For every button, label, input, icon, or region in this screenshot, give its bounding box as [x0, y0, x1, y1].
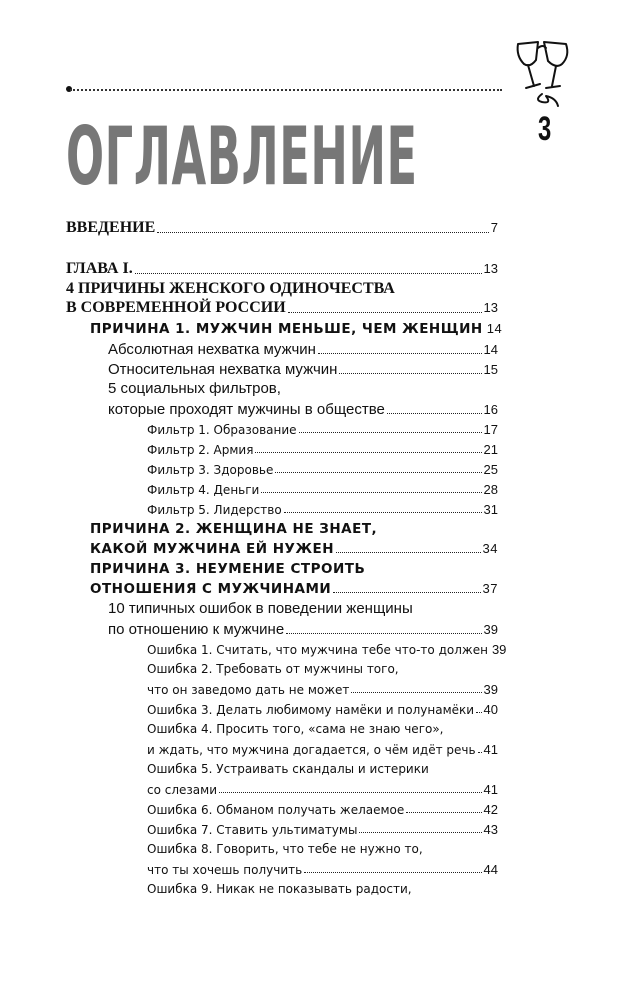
toc-entry-reason-2[interactable]: [90, 541, 498, 557]
toc-entry-reason-2-line-1: ПРИЧИНА 2. ЖЕНЩИНА НЕ ЗНАЕТ,: [90, 521, 378, 537]
toc-entry-filter-5[interactable]: [147, 502, 498, 517]
toc-entry-title: что он заведомо дать не может: [147, 683, 350, 697]
toc-entry-introduction[interactable]: [66, 219, 498, 237]
toc-entry-mistake-5[interactable]: [147, 782, 498, 797]
toc-entry-page: 14: [483, 342, 498, 357]
toc-entry-reason-1[interactable]: [90, 321, 503, 337]
toc-entry-page: 14: [486, 321, 503, 336]
toc-entry-title: ПРИЧИНА 1. МУЖЧИН МЕНЬШЕ, ЧЕМ ЖЕНЩИН: [90, 321, 483, 337]
toc-entry-typical-mistakes-line-1: 10 типичных ошибок в поведении женщины: [108, 600, 413, 617]
toc-entry-relative-shortage[interactable]: [108, 361, 498, 378]
toc-entry-page: 40: [483, 702, 498, 717]
toc-entry-title: со слезами: [147, 783, 217, 797]
toc-entry-title: В СОВРЕМЕННОЙ РОССИИ: [66, 299, 286, 316]
page-title: ОГЛАВЛЕНИЕ: [66, 110, 418, 203]
toc-entry-title: ОТНОШЕНИЯ С МУЖЧИНАМИ: [90, 581, 332, 597]
toc-entry-title: Абсолютная нехватка мужчин: [108, 341, 316, 358]
page-number: 3: [538, 110, 552, 148]
toc-entry-page: 7: [490, 220, 498, 235]
toc-entry-mistake-9-line-1: Ошибка 9. Никак не показывать радости,: [147, 882, 412, 896]
toc-entry-title: Фильтр 3. Здоровье: [147, 463, 274, 477]
toc-entry-mistake-3[interactable]: [147, 702, 498, 717]
toc-entry-mistake-8[interactable]: [147, 862, 498, 877]
toc-entry-page: 16: [483, 402, 498, 417]
toc-entry-chapter-1-title-line-1: 4 ПРИЧИНЫ ЖЕНСКОГО ОДИНОЧЕСТВА: [66, 280, 395, 297]
toc-entry-mistake-8-line-1: Ошибка 8. Говорить, что тебе не нужно то,: [147, 842, 423, 856]
toc-entry-title: Ошибка 6. Обманом получать желаемое: [147, 803, 405, 817]
toc-entry-page: 39: [483, 622, 498, 637]
toc-entry-mistake-5-line-1: Ошибка 5. Устраивать скандалы и истерики: [147, 762, 429, 776]
toc-entry-social-filters[interactable]: [108, 401, 498, 418]
toc-entry-title: ГЛАВА I.: [66, 260, 133, 277]
toc-entry-mistake-2[interactable]: [147, 682, 498, 697]
toc-entry-social-filters-line-1: 5 социальных фильтров,: [108, 380, 281, 397]
toc-entry-page: 39: [483, 682, 498, 697]
toc-entry-mistake-1[interactable]: [147, 642, 507, 657]
toc-entry-title: ВВЕДЕНИЕ: [66, 219, 156, 236]
toc-entry-title: по отношению к мужчине: [108, 621, 285, 638]
toc-entry-mistake-4[interactable]: [147, 742, 498, 757]
toc-entry-title: и ждать, что мужчина догадается, о чём идёт речь: [147, 743, 476, 757]
toc-entry-page: 37: [482, 581, 498, 596]
toc-entry-page: 17: [483, 422, 498, 437]
toc-entry-filter-2[interactable]: [147, 442, 498, 457]
toc-entry-title: Ошибка 3. Делать любимому намёки и полунамёки: [147, 703, 475, 717]
toc-entry-page: 13: [483, 300, 498, 315]
toc-entry-reason-3[interactable]: [90, 581, 498, 597]
toc-entry-title: КАКОЙ МУЖЧИНА ЕЙ НУЖЕН: [90, 541, 334, 557]
toc-entry-chapter-1-title[interactable]: [66, 299, 498, 317]
toc-entry-page: 25: [483, 462, 498, 477]
toc-entry-mistake-2-line-1: Ошибка 2. Требовать от мужчины того,: [147, 662, 399, 676]
toc-entry-page: 41: [483, 742, 498, 757]
toc-entry-mistake-7[interactable]: [147, 822, 498, 837]
toc-entry-title: что ты хочешь получить: [147, 863, 303, 877]
toc-entry-page: 42: [483, 802, 498, 817]
toc-entry-page: 34: [482, 541, 498, 556]
toc-entry-filter-3[interactable]: [147, 462, 498, 477]
toc-entry-page: 28: [483, 482, 498, 497]
toc-entry-typical-mistakes[interactable]: [108, 621, 498, 638]
toc-entry-page: 31: [483, 502, 498, 517]
toc-entry-page: 39: [491, 642, 507, 657]
toc-entry-page: 44: [483, 862, 498, 877]
toc-entry-title: Ошибка 7. Ставить ультиматумы: [147, 823, 358, 837]
toc-entry-page: 41: [483, 782, 498, 797]
toc-entry-page: 21: [483, 442, 498, 457]
toc-entry-page: 13: [483, 261, 498, 276]
toc-entry-filter-4[interactable]: [147, 482, 498, 497]
toc-entry-title: Фильтр 1. Образование: [147, 423, 297, 437]
toc-entry-reason-3-line-1: ПРИЧИНА 3. НЕУМЕНИЕ СТРОИТЬ: [90, 561, 366, 577]
toc-entry-page: 15: [483, 362, 498, 377]
toc-entry-mistake-4-line-1: Ошибка 4. Просить того, «сама не знаю чего»,: [147, 722, 444, 736]
toc-entry-title: Ошибка 1. Считать, что мужчина тебе что-то должен: [147, 643, 488, 657]
toc-entry-filter-1[interactable]: [147, 422, 498, 437]
toc-entry-title: Фильтр 4. Деньги: [147, 483, 260, 497]
toc-entry-title: Относительная нехватка мужчин: [108, 361, 338, 378]
toc-entry-absolute-shortage[interactable]: [108, 341, 498, 358]
toc-entry-chapter-1[interactable]: [66, 260, 498, 278]
toc-entry-title: Фильтр 5. Лидерство: [147, 503, 282, 517]
toc-entry-page: 43: [483, 822, 498, 837]
toc-entry-title: Фильтр 2. Армия: [147, 443, 254, 457]
toc-entry-mistake-6[interactable]: [147, 802, 498, 817]
toc-entry-title: которые проходят мужчины в обществе: [108, 401, 385, 418]
